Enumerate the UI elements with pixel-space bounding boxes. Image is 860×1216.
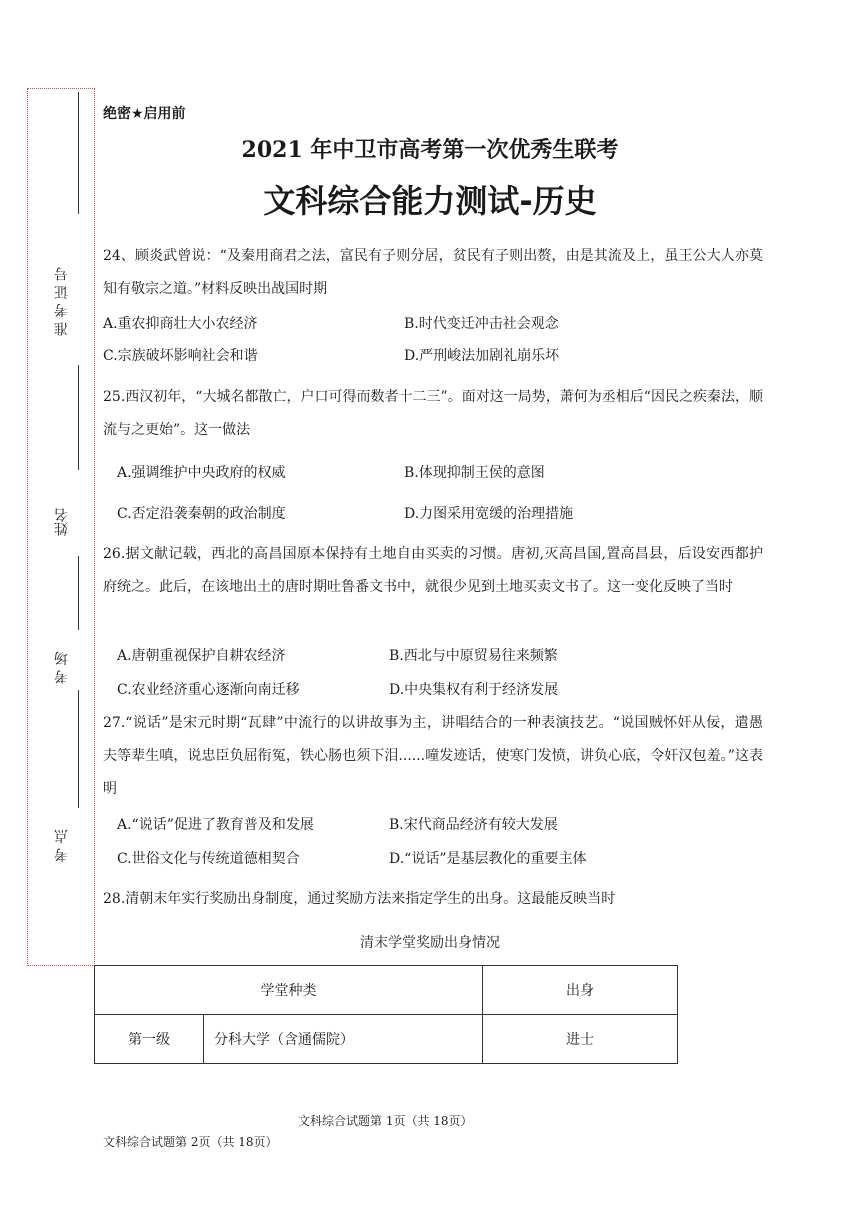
question-24-option-b: B.时代变迁冲击社会观念 [404, 316, 559, 332]
question-25-option-c: C.否定沿袭秦朝的政治制度 [117, 506, 286, 522]
table-cell-degree: 进士 [483, 1015, 678, 1064]
binding-line [78, 365, 79, 470]
page-footer-previous: 文科综合试题第 2页（共 18页） [103, 1135, 278, 1149]
question-27-option-c: C.世俗文化与传统道德相契合 [117, 851, 300, 867]
question-27-stem: 27.“说话”是宋元时期“瓦肆”中流行的以讲故事为主，讲唱结合的一种表演技艺。“说国贼怀奸从佞，遣愚夫等辈生嗔，说忠臣负屈衔冤，铁心肠也须下泪......噇发迹话，使寒门发愤，讲负心底，令奸汉包羞。”这表明 [103, 715, 763, 797]
question-25-option-d: D.力图采用宽缓的治理措施 [404, 506, 574, 522]
confidential-mark: 绝密★启用前 [103, 106, 186, 122]
name-label: 姓名 [54, 508, 70, 536]
binding-line [78, 690, 79, 808]
exam-site-label: 考 点 [54, 829, 70, 862]
table-cell-school: 分科大学（含通儒院） [204, 1015, 483, 1064]
award-table [94, 965, 678, 1064]
binding-line [78, 556, 79, 630]
question-26-option-d: D.中央集权有利于经济发展 [389, 682, 559, 698]
table-header-school-type: 学堂种类 [95, 966, 483, 1015]
question-27-option-b: B.宋代商品经济有较大发展 [389, 817, 558, 833]
question-25-stem: 25.西汉初年，“大城名都散亡，户口可得而数者十二三”。面对这一局势，萧何为丞相后“因民之疾秦法，顺流与之更始”。这一做法 [103, 389, 763, 438]
exam-subtitle: 文科综合能力测试-历史 [263, 182, 597, 220]
question-26-stem: 26.据文献记载，西北的高昌国原本保持有土地自由买卖的习惯。唐初,灭高昌国,置高昌县，后设安西都护府统之。此后，在该地出土的唐时期吐鲁番文书中，就很少见到土地买卖文书了。这一变化反映了当时 [103, 546, 763, 595]
question-25-option-b: B.体现抑制王侯的意图 [404, 465, 545, 481]
question-26-option-b: B.西北与中原贸易往来频繁 [389, 648, 558, 664]
exam-number-label: 准 考 证 号 [54, 266, 70, 336]
question-25-option-a: A.强调维护中央政府的权威 [117, 465, 286, 481]
table-row [95, 1015, 678, 1064]
table-header-row [95, 966, 678, 1015]
table-header-degree: 出身 [483, 966, 678, 1015]
exam-room-label: 考 场 [54, 651, 70, 684]
exam-title: 2021 年中卫市高考第一次优秀生联考 [241, 137, 619, 163]
page-footer: 文科综合试题第 1页（共 18页） [298, 1114, 473, 1128]
question-26-option-c: C.农业经济重心逐渐向南迁移 [117, 682, 300, 698]
question-28-stem: 28.清朝末年实行奖励出身制度，通过奖励方法来指定学生的出身。这最能反映当时 [103, 891, 616, 907]
question-24-option-d: D.严刑峻法加剧礼崩乐坏 [404, 348, 560, 364]
question-24-stem: 24、顾炎武曾说：“及秦用商君之法，富民有子则分居，贫民有子则出赘，由是其流及上，虽王公大人亦莫知有敬宗之道。”材料反映出战国时期 [103, 248, 763, 297]
question-27-option-d: D.“说话”是基层教化的重要主体 [389, 851, 587, 867]
question-27-option-a: A.“说话”促进了教育普及和发展 [117, 817, 314, 833]
question-24-option-c: C.宗族破坏影响社会和谐 [103, 348, 258, 364]
question-24-option-a: A.重农抑商壮大小农经济 [103, 316, 258, 332]
table-cell-level: 第一级 [95, 1015, 204, 1064]
table-caption: 清末学堂奖励出身情况 [360, 935, 500, 951]
question-26-option-a: A.唐朝重视保护自耕农经济 [117, 648, 286, 664]
